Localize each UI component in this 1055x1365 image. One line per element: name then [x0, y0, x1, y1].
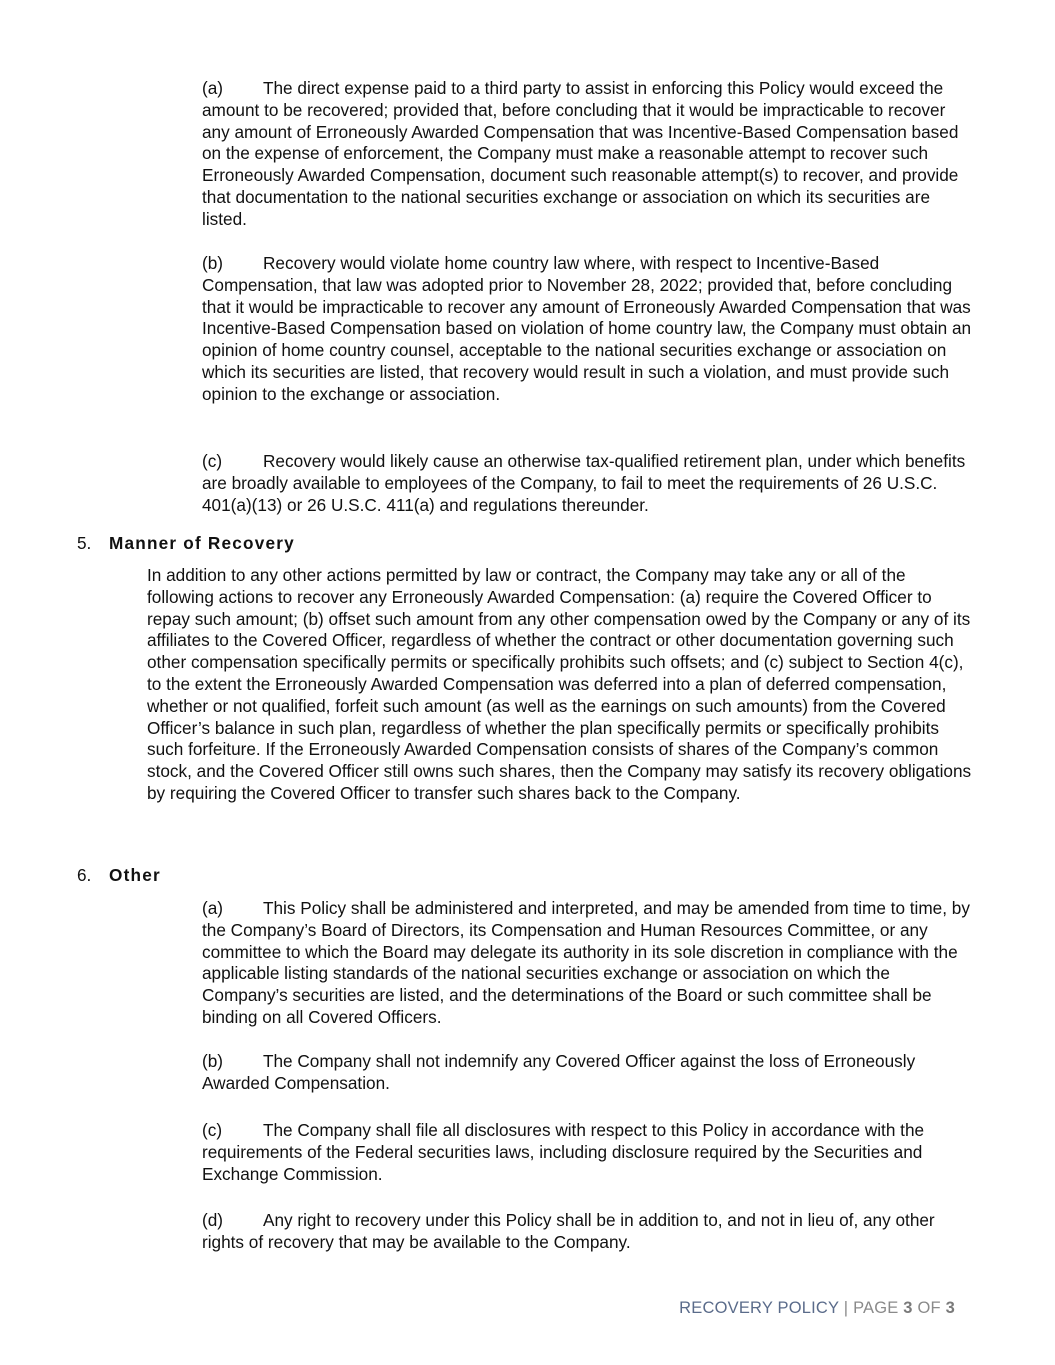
- page-footer: [560, 1298, 955, 1320]
- section6-clause-b: [202, 1051, 972, 1095]
- section5-heading: [77, 533, 295, 555]
- clause-label: (d): [202, 1210, 224, 1230]
- clause-text: Recovery would violate home country law where, with respect to Incentive-Based Compensation, that law was adopted prior to November 28, 2022; provided that, before concluding that it would be impracticable to recover any amount of Erroneously Awarded Compensation that was Incentive-Based Compensation based on violation of home country law, the Company must obtain an opinion of home country counsel, acceptable to the national securities exchange or association on which its securities are listed, that recovery would result in such a violation, and must provide such opinion to the exchange or association.: [202, 253, 972, 404]
- section-number: 5.: [77, 533, 92, 553]
- section6-heading: [77, 865, 161, 887]
- clause-text: The Company shall file all disclosures with respect to this Policy in accordance with the requirements of the Federal securities laws, including disclosure required by the Securities and Exchange Commission.: [202, 1120, 925, 1184]
- footer-total-pages: 3: [945, 1299, 955, 1317]
- section5-body: In addition to any other actions permitted by law or contract, the Company may take any or all of the following actions to recover any Erroneously Awarded Compensation: (a) require the Covered Officer to repay such amount; (b) offset such amount from any other compensation owed by the Company or any of its affiliates to the Covered Officer, regardless of whether the contract or other documentation governing such other compensation specifically permits or specifically prohibits such offsets; and (c) subject to Section 4(c), to the extent the Erroneously Awarded Compensation was deferred into a plan of deferred compensation, whether or not qualified, forfeit such amount (as well as the earnings on such amounts) from the Covered Officer’s balance in such plan, regardless of whether the plan specifically permits or specifically prohibits such forfeiture. If the Erroneously Awarded Compensation consists of shares of the Company’s common stock, and the Covered Officer still owns such shares, then the Company may satisfy its recovery obligations by requiring the Covered Officer to transfer such shares back to the Company.: [147, 565, 972, 803]
- clause-label: (b): [202, 1051, 224, 1071]
- section-number: 6.: [77, 865, 92, 885]
- clause-text: Any right to recovery under this Policy shall be in addition to, and not in lieu of, any other rights of recovery that may be available to the Company.: [202, 1210, 935, 1252]
- footer-separator: |: [843, 1299, 849, 1317]
- clause-label: (a): [202, 898, 224, 918]
- section4-clause-c: [202, 451, 972, 516]
- clause-text: This Policy shall be administered and interpreted, and may be amended from time to time, by the Company’s Board of Directors, its Compensation and Human Resources Committee, or any committee to which the Board may delegate its authority in its sole discretion in compliance with the applicable listing standards of the national securities exchange or association on which the Company’s securities are listed, and the determinations of the Board or such committee shall be binding on all Covered Officers.: [202, 898, 970, 1027]
- section6-clause-c: [202, 1120, 972, 1185]
- clause-text: The Company shall not indemnify any Covered Officer against the loss of Erroneously Awarded Compensation.: [202, 1051, 916, 1093]
- clause-label: (c): [202, 451, 223, 471]
- clause-label: (b): [202, 253, 224, 273]
- section4-clause-a: [202, 78, 972, 231]
- footer-current-page: 3: [903, 1299, 913, 1317]
- clause-text: Recovery would likely cause an otherwise tax-qualified retirement plan, under which benefits are broadly available to employees of the Company, to fail to meet the requirements of 26 U.S.C. 401(a)(13) or 26 U.S.C. 411(a) and regulations thereunder.: [202, 451, 966, 515]
- section-title: Manner of Recovery: [109, 533, 295, 553]
- clause-label: (a): [202, 78, 224, 98]
- section4-clause-b: [202, 253, 972, 406]
- section6-clause-a: [202, 898, 972, 1029]
- footer-doc-name: RECOVERY POLICY: [679, 1299, 839, 1317]
- clause-label: (c): [202, 1120, 223, 1140]
- section-title: Other: [109, 865, 161, 885]
- section6-clause-d: [202, 1210, 972, 1254]
- clause-text: The direct expense paid to a third party to assist in enforcing this Policy would exceed the amount to be recovered; provided that, before concluding that it would be impracticable to recover any amount of Erroneously Awarded Compensation that was Incentive-Based Compensation based on the expense of enforcement, the Company must make a reasonable attempt to recover such Erroneously Awarded Compensation, document such reasonable attempt(s) to recover, and provide that documentation to the national securities exchange or association on which its securities are listed.: [202, 78, 959, 229]
- footer-page-word: PAGE: [853, 1299, 899, 1317]
- footer-of-word: OF: [917, 1299, 941, 1317]
